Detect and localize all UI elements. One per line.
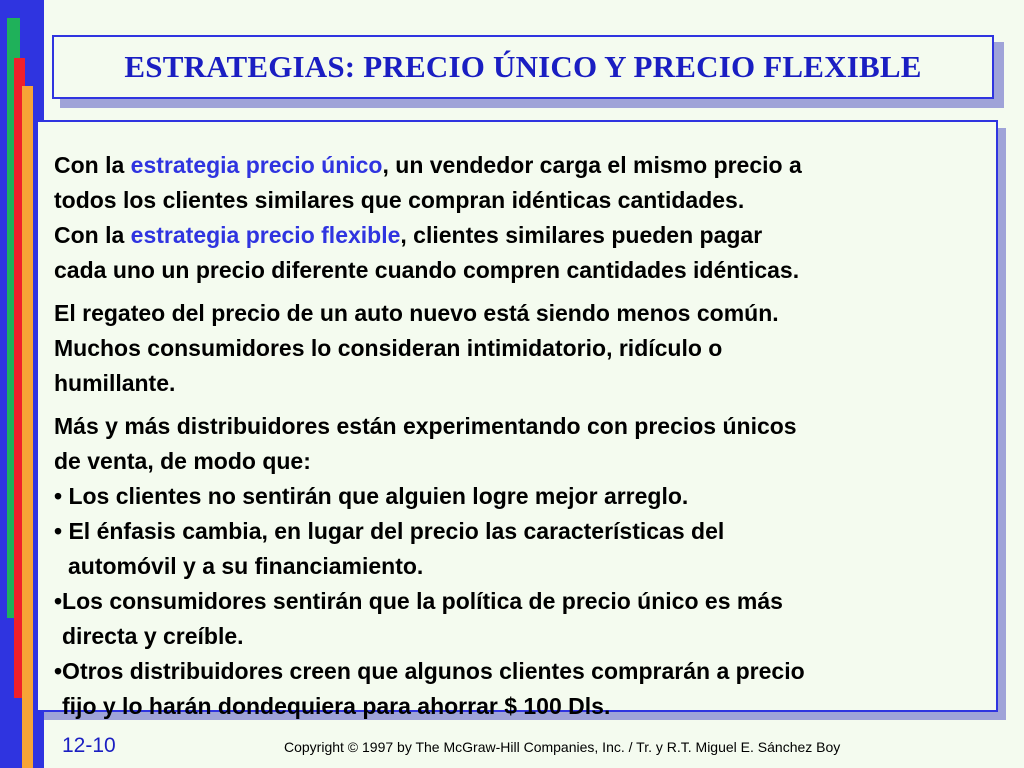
bullet-continuation: fijo y lo harán dondequiera para ahorrar $ 100 Dls. — [62, 693, 611, 719]
paragraph-strategies — [54, 148, 980, 288]
bullet-item: •Los consumidores sentirán que la política de precio único es más — [54, 588, 783, 614]
text-segment: Con la — [54, 152, 131, 178]
left-bar-orange — [22, 86, 33, 768]
content-box — [36, 120, 998, 719]
highlight-unique-price: estrategia precio único — [130, 152, 383, 178]
text-line: Muchos consumidores lo consideran intimidatorio, ridículo o — [54, 335, 723, 361]
copyright-notice: Copyright © 1997 by The McGraw-Hill Companies, Inc. / Tr. y R.T. Miguel E. Sánchez Boy — [284, 739, 841, 755]
paragraph-dealers — [54, 409, 980, 724]
text-line — [54, 218, 980, 253]
text-line: humillante. — [54, 370, 176, 396]
text-segment: , clientes similares pueden pagar — [400, 222, 763, 248]
text-line: de venta, de modo que: — [54, 448, 311, 474]
bullet-item: •Otros distribuidores creen que algunos clientes comprarán a precio — [54, 658, 805, 684]
text-line: El regateo del precio de un auto nuevo está siendo menos común. — [54, 300, 779, 326]
text-segment: , un vendedor carga el mismo precio a — [382, 152, 802, 178]
text-line: Más y más distribuidores están experimentando con precios únicos — [54, 413, 797, 439]
bullet-item: • El énfasis cambia, en lugar del precio las características del — [54, 518, 725, 544]
bullet-continuation: directa y creíble. — [62, 623, 244, 649]
title-box — [52, 35, 994, 99]
paragraph-haggling — [54, 296, 980, 401]
text-line: todos los clientes similares que compran idénticas cantidades. — [54, 187, 745, 213]
highlight-flexible-price: estrategia precio flexible — [130, 222, 401, 248]
slide-number: 12-10 — [62, 734, 116, 757]
text-line — [54, 148, 980, 183]
bullet-item: • Los clientes no sentirán que alguien logre mejor arreglo. — [54, 483, 689, 509]
slide-title: ESTRATEGIAS: PRECIO ÚNICO Y PRECIO FLEXIBLE — [124, 49, 922, 84]
bullet-continuation: automóvil y a su financiamiento. — [68, 553, 424, 579]
text-segment: Con la — [54, 222, 131, 248]
text-line: cada uno un precio diferente cuando compren cantidades idénticas. — [54, 257, 800, 283]
